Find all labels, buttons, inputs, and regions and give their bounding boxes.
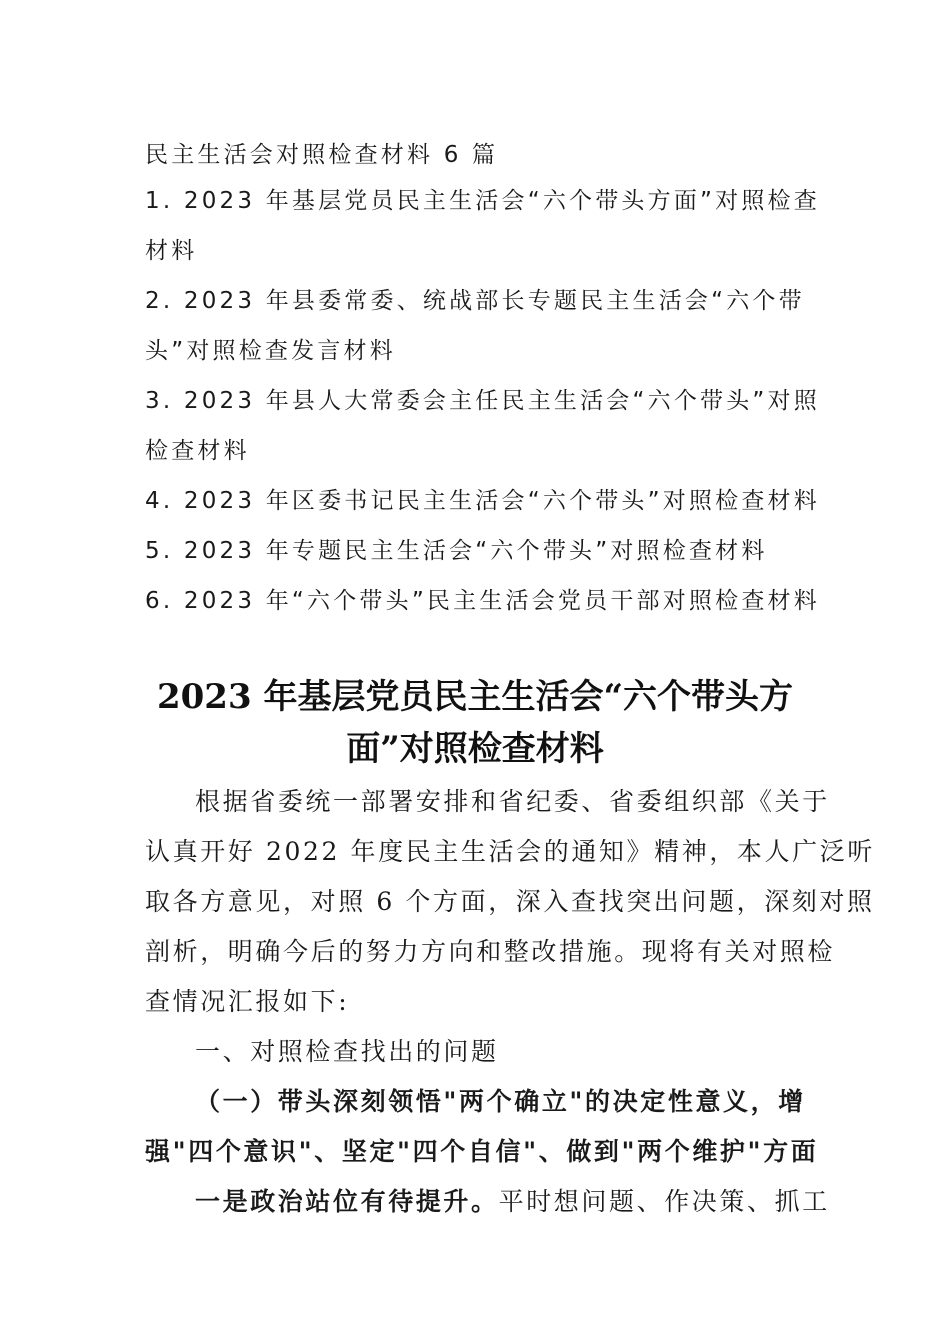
subsection-heading-1-line1: （一）带头深刻领悟"两个确立"的决定性意义，增 [195, 1087, 806, 1116]
article-title-line1: 2023 年基层党员民主生活会“六个带头方 [156, 677, 794, 717]
point-1-lead: 一是政治站位有待提升。 [195, 1187, 499, 1216]
point-1 [195, 1185, 830, 1219]
toc-item-6: 6. 2023 年“六个带头”民主生活会党员干部对照检查材料 [145, 588, 820, 614]
toc-item-4: 4. 2023 年区委书记民主生活会“六个带头”对照检查材料 [145, 488, 820, 514]
toc-item-3-line2: 检查材料 [145, 438, 250, 464]
intro-line-5: 查情况汇报如下: [145, 987, 350, 1016]
toc-item-1-line1: 1. 2023 年基层党员民主生活会“六个带头方面”对照检查 [145, 188, 820, 214]
toc-heading: 民主生活会对照检查材料 6 篇 [145, 142, 499, 168]
toc-item-2-line2: 头”对照检查发言材料 [145, 338, 396, 364]
toc-item-2-line1: 2. 2023 年县委常委、统战部长专题民主生活会“六个带 [145, 288, 805, 314]
article-title-line2: 面”对照检查材料 [346, 729, 604, 769]
toc-item-1-line2: 材料 [145, 238, 198, 264]
intro-line-3: 取各方意见，对照 6 个方面，深入查找突出问题，深刻对照 [145, 887, 875, 916]
intro-line-4: 剖析，明确今后的努力方向和整改措施。现将有关对照检 [145, 937, 836, 966]
intro-line-1: 根据省委统一部署安排和省纪委、省委组织部《关于 [195, 787, 830, 816]
subsection-heading-1-line2: 强"四个意识"、坚定"四个自信"、做到"两个维护"方面 [145, 1137, 819, 1166]
intro-line-2: 认真开好 2022 年度民主生活会的通知》精神，本人广泛听 [145, 837, 875, 866]
toc-item-5: 5. 2023 年专题民主生活会“六个带头”对照检查材料 [145, 538, 768, 564]
toc-item-3-line1: 3. 2023 年县人大常委会主任民主生活会“六个带头”对照 [145, 388, 820, 414]
section-heading-1: 一、对照检查找出的问题 [195, 1037, 499, 1066]
point-1-text: 平时想问题、作决策、抓工 [498, 1187, 830, 1216]
